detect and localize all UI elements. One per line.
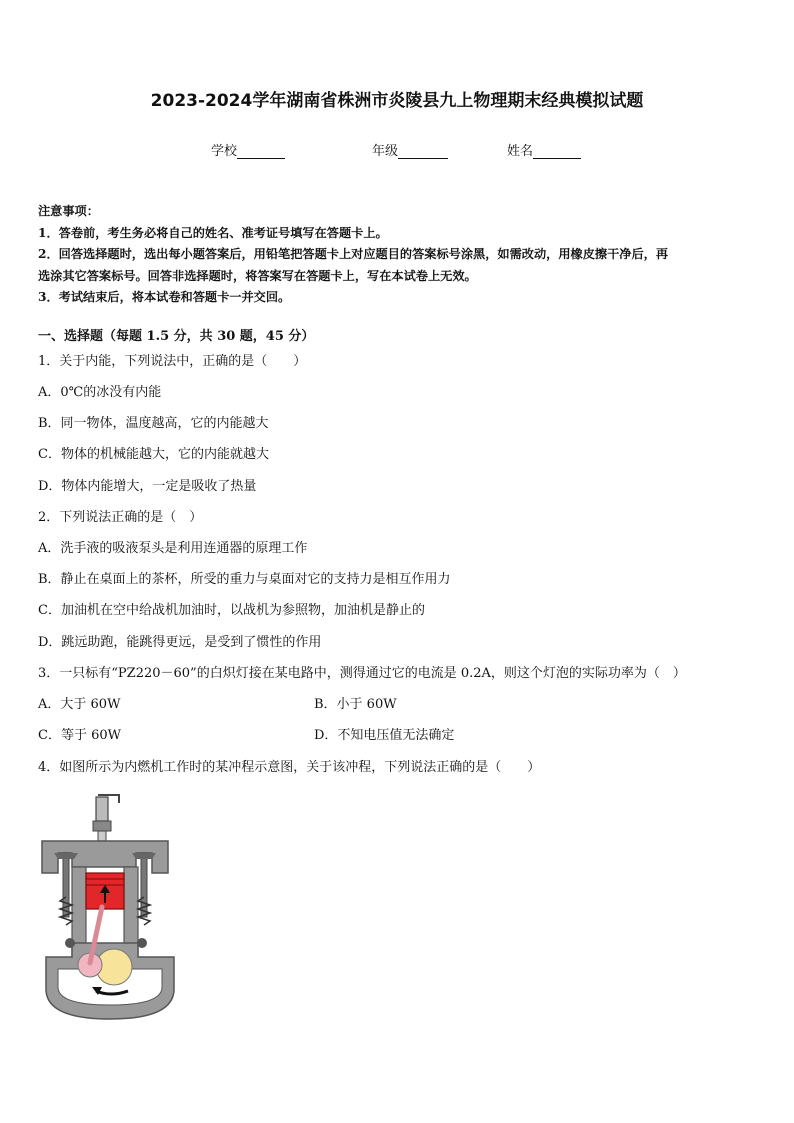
question-option[interactable]: B．小于 60W <box>314 697 397 712</box>
student-info-row <box>0 140 794 160</box>
grade-field[interactable] <box>372 140 448 159</box>
question-stem: 3．一只标有“PZ220－60”的白炽灯接在某电路中，测得通过它的电流是 0.2A，则这个灯泡的实际功率为（ ） <box>38 666 686 681</box>
question-option[interactable]: A．大于 60W <box>38 697 121 712</box>
intake-cam <box>65 938 75 948</box>
section-heading: 一、选择题（每题 1.5 分，共 30 题，45 分） <box>38 329 315 344</box>
question-option[interactable]: B．同一物体，温度越高，它的内能越大 <box>38 416 269 431</box>
question-option[interactable]: C．加油机在空中给战机加油时，以战机为参照物，加油机是静止的 <box>38 603 425 618</box>
question-option[interactable]: C．物体的机械能越大，它的内能就越大 <box>38 447 269 462</box>
grade-label: 年级 <box>372 144 399 159</box>
notice-heading: 注意事项： <box>38 204 99 218</box>
question-option[interactable]: A．0℃的冰没有内能 <box>38 385 162 400</box>
spark-plug-icon <box>93 795 120 845</box>
notice-item: 2．回答选择题时，选出每小题答案后，用铅笔把答题卡上对应题目的答案标号涂黑，如需改动，用橡皮擦干净后，再 <box>38 247 669 261</box>
exhaust-cam <box>137 938 147 948</box>
grade-blank[interactable] <box>398 144 448 159</box>
notice-item: 选涂其它答案标号。回答非选择题时，将答案写在答题卡上，写在本试卷上无效。 <box>38 268 477 283</box>
question-option[interactable]: A．洗手液的吸液泵头是利用连通器的原理工作 <box>38 541 308 556</box>
question-option[interactable]: B．静止在桌面上的茶杯，所受的重力与桌面对它的支持力是相互作用力 <box>38 572 451 587</box>
name-field[interactable] <box>507 140 581 159</box>
question-stem: 1．关于内能，下列说法中，正确的是（ ） <box>38 354 307 369</box>
exam-title: 2023-2024学年湖南省株洲市炎陵县九上物理期末经典模拟试题 <box>150 91 644 111</box>
school-field[interactable] <box>211 140 285 159</box>
question-stem: 4．如图所示为内燃机工作时的某冲程示意图，关于该冲程，下列说法正确的是（ ） <box>38 760 541 775</box>
name-label: 姓名 <box>507 144 534 159</box>
notice-item: 1．答卷前，考生务必将自己的姓名、准考证号填写在答题卡上。 <box>38 225 388 240</box>
question-option[interactable]: D．不知电压值无法确定 <box>314 728 455 743</box>
question-stem: 2．下列说法正确的是（ ） <box>38 510 203 525</box>
name-blank[interactable] <box>533 144 581 159</box>
notice-block <box>38 201 760 309</box>
question-option[interactable]: D．物体内能增大，一定是吸收了热量 <box>38 479 257 494</box>
school-blank[interactable] <box>237 144 285 159</box>
notice-item: 3．考试结束后，将本试卷和答题卡一并交回。 <box>38 290 291 304</box>
question-option[interactable]: D．跳远助跑，能跳得更远，是受到了惯性的作用 <box>38 635 322 650</box>
question-option[interactable]: C．等于 60W <box>38 728 121 743</box>
school-label: 学校 <box>211 144 238 159</box>
engine-stroke-figure <box>40 793 185 1021</box>
